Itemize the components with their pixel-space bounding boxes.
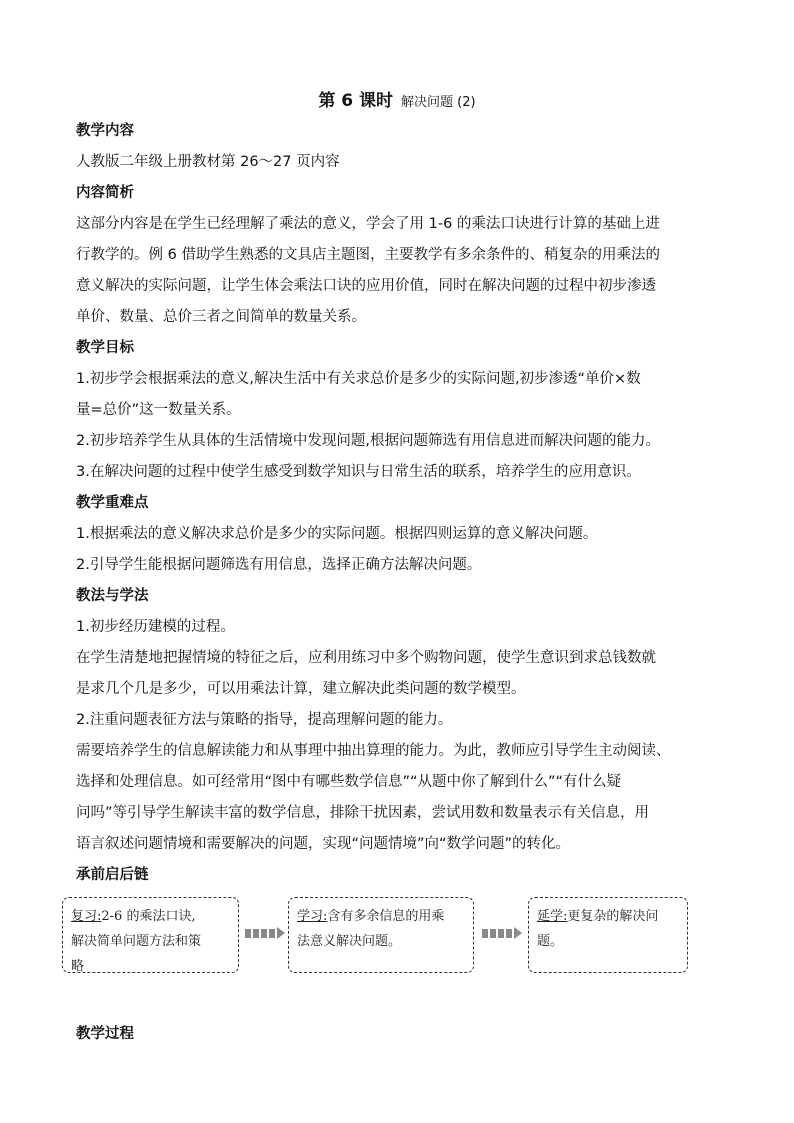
section-heading-analysis: 内容简析 [76, 185, 134, 201]
method-line: 语言叙述问题情境和需要解决的问题，实现“问题情境”向“数学问题”的转化。 [76, 836, 571, 852]
learn-box-line: 法意义解决问题。 [297, 934, 402, 949]
lesson-title [0, 86, 794, 111]
section-heading-links: 承前启后链 [76, 867, 149, 883]
review-box [62, 897, 239, 973]
review-box-line: 解决简单问题方法和策 [71, 934, 202, 949]
learn-tag: 学习: [297, 909, 328, 924]
knowledge-chain-diagram [62, 897, 726, 993]
learn-text: 含有多余信息的用乘 [327, 909, 445, 924]
content-text: 人教版二年级上册教材第 26～27 页内容 [76, 154, 340, 170]
section-heading-content: 教学内容 [76, 123, 134, 139]
method-line: 选择和处理信息。如可经常用“图中有哪些数学信息”“从题中你了解到什么”“有什么疑 [76, 774, 622, 790]
review-box-line [71, 904, 230, 929]
flow-arrow-icon [482, 927, 524, 939]
goal-line: 1.初步学会根据乘法的意义,解决生活中有关求总价是多少的实际问题,初步渗透“单价×数 [76, 371, 641, 387]
analysis-line: 意义解决的实际问题，让学生体会乘法口诀的应用价值，同时在解决问题的过程中初步渗透 [76, 278, 656, 294]
keypoint-line: 2.引导学生能根据问题筛选有用信息，选择正确方法解决问题。 [76, 557, 482, 573]
analysis-line: 行教学的。例 6 借助学生熟悉的文具店主题图，主要教学有多余条件的、稍复杂的用乘法的 [76, 247, 660, 263]
analysis-line: 单价、数量、总价三者之间简单的数量关系。 [76, 309, 366, 325]
goal-line: 2.初步培养学生从具体的生活情境中发现问题,根据问题筛选有用信息进而解决问题的能力。 [76, 433, 660, 449]
keypoint-line: 1.根据乘法的意义解决求总价是多少的实际问题。根据四则运算的意义解决问题。 [76, 526, 598, 542]
lesson-topic: 解决问题 (2) [401, 95, 476, 110]
method-line: 是求几个几是多少，可以用乘法计算，建立解决此类问题的数学模型。 [76, 681, 526, 697]
method-line: 1.初步经历建模的过程。 [76, 619, 235, 635]
extend-tag: 延学: [537, 909, 568, 924]
method-line: 2.注重问题表征方法与策略的指导，提高理解问题的能力。 [76, 712, 453, 728]
document-body [71, 116, 726, 1050]
method-line: 问吗”等引导学生解读丰富的数学信息，排除干扰因素，尝试用数和数量表示有关信息，用 [76, 805, 650, 821]
lesson-number: 第 6 课时 [318, 91, 394, 111]
method-line: 需要培养学生的信息解读能力和从事理中抽出算理的能力。为此，教师应引导学生主动阅读、 [76, 743, 671, 759]
extend-box-line [537, 904, 679, 929]
section-heading-process: 教学过程 [76, 1026, 134, 1042]
review-tag: 复习: [71, 909, 102, 924]
review-text: 2-6 的乘法口诀, [101, 909, 196, 924]
goal-line: 3.在解决问题的过程中使学生感受到数学知识与日常生活的联系，培养学生的应用意识。 [76, 464, 641, 480]
review-box-line: 略 [71, 959, 85, 974]
section-heading-goals: 教学目标 [76, 340, 134, 356]
extend-box [528, 897, 688, 973]
analysis-line: 这部分内容是在学生已经理解了乘法的意义，学会了用 1-6 的乘法口诀进行计算的基础上进 [76, 216, 660, 232]
extend-text: 更复杂的解决问 [567, 909, 659, 924]
flow-arrow-icon [245, 927, 287, 939]
extend-box-line: 题。 [537, 934, 564, 949]
section-heading-methods: 教法与学法 [76, 588, 149, 604]
learn-box [288, 897, 474, 973]
learn-box-line [297, 904, 465, 929]
goal-line: 量=总价”这一数量关系。 [76, 402, 241, 418]
method-line: 在学生清楚地把握情境的特征之后，应利用练习中多个购物问题，使学生意识到求总钱数就 [76, 650, 656, 666]
section-heading-keypoints: 教学重难点 [76, 495, 149, 511]
